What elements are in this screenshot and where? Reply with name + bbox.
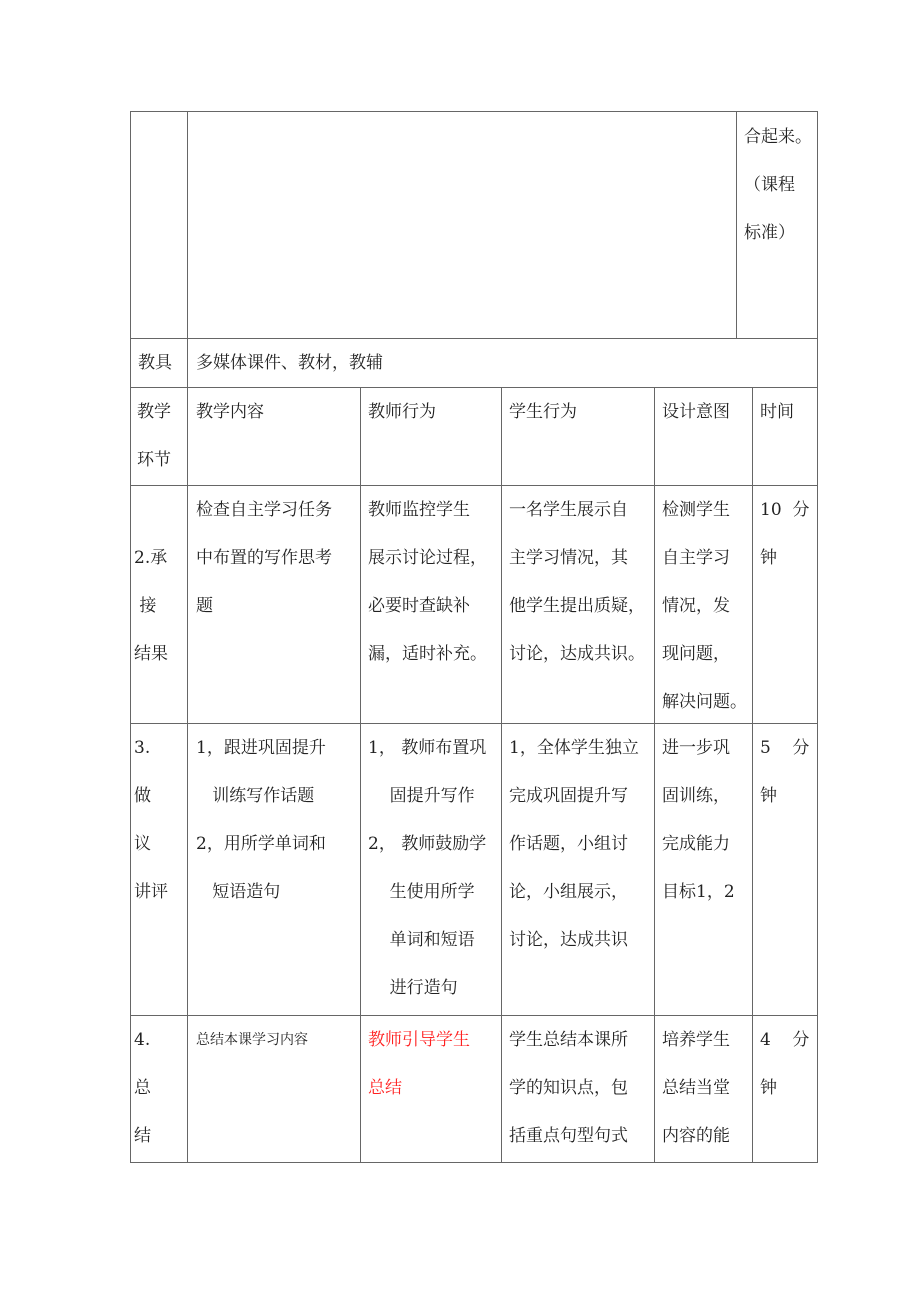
row3-teacher-line: 2， 教师鼓励学 <box>368 834 487 854</box>
table-border-v <box>501 387 502 1163</box>
table-border-v <box>187 111 188 1163</box>
row2-time-line: 10 分 <box>760 500 810 520</box>
row2-content-line: 中布置的写作思考 <box>196 548 332 568</box>
table-border-v <box>130 111 131 1163</box>
row3-student-line: 讨论，达成共识 <box>509 930 628 950</box>
row2-time-line: 钟 <box>760 548 777 568</box>
row3-intent-line: 完成能力 <box>662 834 730 854</box>
row3-teacher-line: 进行造句 <box>368 978 458 998</box>
row3-time <box>760 724 817 820</box>
row2-student-line: 主学习情况，其 <box>509 548 628 568</box>
header-student <box>509 388 654 436</box>
row3-student-line: 作话题，小组讨 <box>509 834 628 854</box>
row4-intent-line: 内容的能 <box>662 1126 730 1146</box>
header-stage <box>137 388 187 484</box>
header-intent <box>662 388 752 436</box>
objective-note-line: 标准） <box>744 223 795 243</box>
row4-stage-line: 结 <box>134 1126 151 1146</box>
tools-value <box>196 339 696 387</box>
objective-note <box>744 113 816 257</box>
row3-student-line: 1，全体学生独立 <box>509 738 639 758</box>
row2-intent-line: 检测学生 <box>662 500 730 520</box>
row2-student <box>509 486 654 678</box>
row3-student <box>509 724 654 964</box>
row2-teacher <box>368 486 501 678</box>
objective-note-line: （课程 <box>744 175 795 195</box>
table-border-v <box>817 111 818 1163</box>
row2-student-line: 一名学生展示自 <box>509 500 628 520</box>
row3-content-line: 短语造句 <box>196 882 281 902</box>
row3-time-line: 钟 <box>760 786 777 806</box>
row4-student-line: 学生总结本课所 <box>509 1030 628 1050</box>
row2-stage-line <box>134 486 187 534</box>
row3-teacher-line: 固提升写作 <box>368 786 475 806</box>
header-time <box>760 388 817 436</box>
row2-stage-line: 2.承 <box>134 548 168 568</box>
header-content <box>196 388 360 436</box>
row4-content <box>196 1016 360 1064</box>
row4-student-line: 括重点句型句式 <box>509 1126 628 1146</box>
row4-time <box>760 1016 817 1112</box>
row4-intent-line: 培养学生 <box>662 1030 730 1050</box>
row4-time-line: 钟 <box>760 1078 777 1098</box>
row3-intent <box>662 724 752 916</box>
row2-stage <box>134 486 187 678</box>
row2-intent-line: 解决问题。 <box>662 692 747 712</box>
tools-label <box>138 339 188 387</box>
row3-content-line: 训练写作话题 <box>196 786 315 806</box>
row2-intent-line: 现问题， <box>662 644 730 664</box>
row2-time <box>760 486 817 582</box>
tools-value-line: 多媒体课件、教材，教辅 <box>196 353 383 373</box>
row2-student-line: 讨论，达成共识。 <box>509 644 645 664</box>
table-border-h <box>130 1162 818 1163</box>
objective-note-line: 合起来。 <box>744 127 812 147</box>
header-teacher-line: 教师行为 <box>368 402 436 422</box>
row3-stage-line: 议 <box>134 834 151 854</box>
row4-intent <box>662 1016 752 1160</box>
header-content-line: 教学内容 <box>196 402 264 422</box>
row3-student-line: 论，小组展示， <box>509 882 628 902</box>
row4-student-line: 学的知识点，包 <box>509 1078 628 1098</box>
row3-intent-line: 进一步巩 <box>662 738 730 758</box>
row3-content-line: 1，跟进巩固提升 <box>196 738 326 758</box>
row2-content-line: 检查自主学习任务 <box>196 500 332 520</box>
row2-teacher-line: 教师监控学生 <box>368 500 470 520</box>
row3-teacher-line: 单词和短语 <box>368 930 475 950</box>
row4-intent-line: 总结当堂 <box>662 1078 730 1098</box>
header-time-line: 时间 <box>760 402 794 422</box>
row4-teacher-line: 总结 <box>368 1078 402 1098</box>
row4-stage <box>134 1016 187 1160</box>
row4-teacher-line: 教师引导学生 <box>368 1030 470 1050</box>
table-border-v <box>736 111 737 338</box>
row4-student <box>509 1016 654 1160</box>
row2-intent <box>662 486 752 726</box>
row3-teacher-line: 生使用所学 <box>368 882 475 902</box>
table-border-v <box>654 387 655 1163</box>
row4-stage-line: 总 <box>134 1078 151 1098</box>
row3-student-line: 完成巩固提升写 <box>509 786 628 806</box>
row3-stage-line: 3. <box>134 738 151 758</box>
row2-teacher-line: 必要时查缺补 <box>368 596 470 616</box>
table-border-v <box>360 387 361 1163</box>
row3-stage <box>134 724 187 916</box>
row3-intent-line: 固训练， <box>662 786 730 806</box>
row3-intent-line: 目标1，2 <box>662 882 735 902</box>
row3-stage-line: 讲评 <box>134 882 168 902</box>
header-stage-line: 教学 <box>137 402 171 422</box>
row2-intent-line: 自主学习 <box>662 548 730 568</box>
row4-time-line: 4 分 <box>760 1030 810 1050</box>
row4-teacher <box>368 1016 501 1112</box>
header-stage-line: 环节 <box>137 450 171 470</box>
row2-content-line: 题 <box>196 596 213 616</box>
row4-stage-line: 4. <box>134 1030 151 1050</box>
row3-time-line: 5 分 <box>760 738 810 758</box>
row3-content-line: 2，用所学单词和 <box>196 834 326 854</box>
row3-stage-line: 做 <box>134 786 151 806</box>
row2-intent-line: 情况，发 <box>662 596 730 616</box>
header-student-line: 学生行为 <box>509 402 577 422</box>
row4-content-line: 总结本课学习内容 <box>196 1032 308 1048</box>
row2-content <box>196 486 360 630</box>
table-border-h <box>130 111 818 112</box>
tools-label-line: 教具 <box>138 353 172 373</box>
row2-student-line: 他学生提出质疑， <box>509 596 645 616</box>
row2-teacher-line: 展示讨论过程， <box>368 548 487 568</box>
row3-teacher-line: 1， 教师布置巩 <box>368 738 487 758</box>
row3-teacher <box>368 724 501 1012</box>
header-intent-line: 设计意图 <box>662 402 730 422</box>
row2-stage-line: 接 <box>134 596 157 616</box>
row2-teacher-line: 漏，适时补充。 <box>368 644 487 664</box>
table-border-v <box>752 387 753 1163</box>
row2-stage-line: 结果 <box>134 644 168 664</box>
header-teacher <box>368 388 501 436</box>
row3-content <box>196 724 360 916</box>
